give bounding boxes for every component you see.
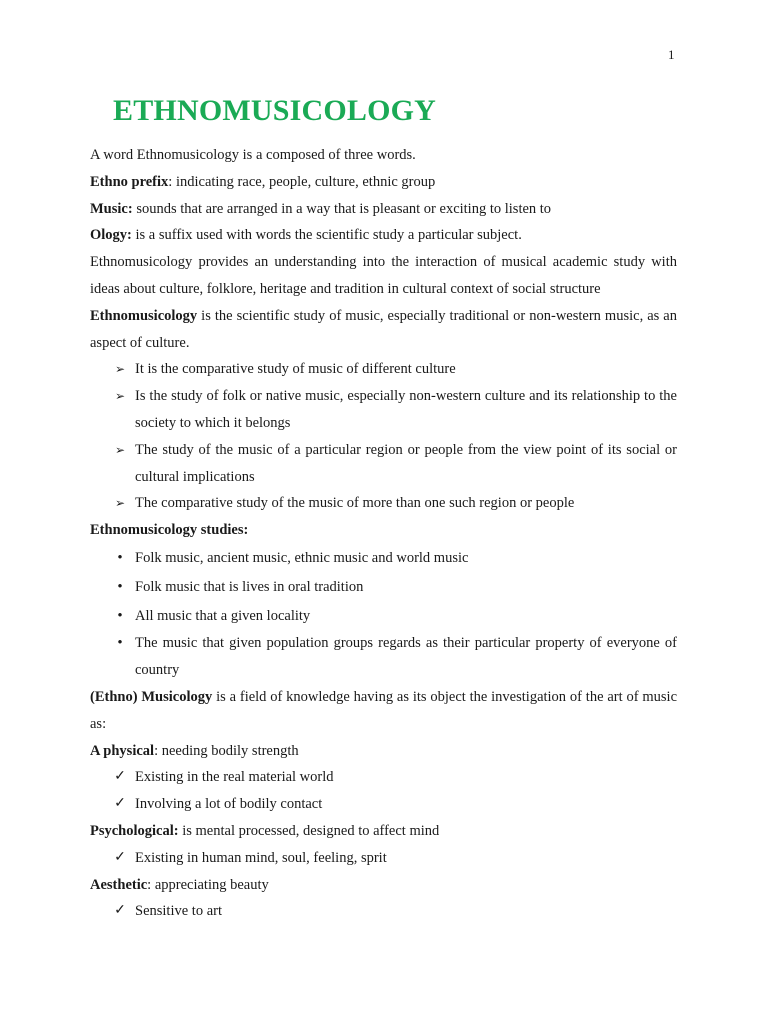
list-item-text: Existing in human mind, soul, feeling, sprit: [135, 849, 387, 866]
psychological-term: Psychological:: [90, 822, 179, 839]
studies-heading: [90, 517, 677, 544]
list-item-text: Sensitive to art: [135, 903, 222, 920]
list-item-text: The music that given population groups regards as their particular property of everyone of country: [135, 635, 677, 679]
bullet-icon: •: [117, 635, 123, 652]
physical-heading: [90, 738, 677, 765]
list-item-text: Is the study of folk or native music, especially non-western culture and its relationship to the society to which it belongs: [135, 388, 677, 431]
aesthetic-heading: [90, 872, 677, 899]
ethno-definition: [90, 169, 677, 196]
ology-term: Ology:: [90, 227, 132, 244]
physical-term: A physical: [90, 742, 155, 759]
document-body: [90, 142, 677, 925]
ethno-text: : indicating race, people, culture, ethnic group: [168, 173, 436, 190]
list-item-text: It is the comparative study of music of different culture: [135, 361, 456, 378]
ethnomusicology-definition: [90, 303, 677, 357]
arrow-bullet-icon: ➢: [114, 362, 126, 377]
check-icon: ✓: [114, 796, 126, 812]
intro-paragraph: A word Ethnomusicology is a composed of three words.: [90, 147, 416, 163]
psychological-text: is mental processed, designed to affect mind: [178, 822, 440, 839]
check-icon: ✓: [114, 849, 126, 865]
list-item-text: The comparative study of the music of more than one such region or people: [135, 495, 575, 512]
studies-list: [90, 544, 677, 684]
arrow-bullet-icon: ➢: [114, 496, 126, 511]
list-item: [90, 573, 677, 602]
list-item: [90, 845, 677, 872]
list-item-text: Existing in the real material world: [135, 769, 334, 786]
ology-text: is a suffix used with words the scientific study a particular subject.: [131, 227, 522, 244]
psychological-heading: [90, 818, 677, 845]
list-item: [90, 764, 677, 791]
list-item-text: Involving a lot of bodily contact: [135, 796, 323, 813]
bullet-icon: •: [117, 607, 123, 624]
field-paragraph: [90, 684, 677, 738]
studies-heading-text: Ethnomusicology studies:: [90, 522, 249, 539]
music-definition: [90, 196, 677, 223]
list-item: [90, 898, 677, 925]
definition-text: is the scientific study of music, especially traditional or non-western music, as an aspect of culture.: [90, 307, 677, 351]
physical-text: : needing bodily strength: [154, 742, 299, 759]
list-item: [90, 437, 677, 491]
arrow-list: [90, 356, 677, 517]
aesthetic-list: [90, 898, 677, 925]
field-term: (Ethno) Musicology: [90, 688, 213, 705]
list-item: [90, 602, 677, 631]
field-text: is a field of knowledge having as its object the investigation of the art of music as:: [90, 688, 678, 732]
list-item: [90, 490, 677, 517]
list-item-text: Folk music, ancient music, ethnic music and world music: [135, 549, 469, 566]
aesthetic-term: Aesthetic: [90, 876, 148, 893]
music-term: Music:: [90, 200, 133, 217]
check-icon: ✓: [114, 903, 126, 919]
page-number: 1: [668, 47, 675, 62]
list-item-text: All music that a given locality: [135, 607, 311, 624]
music-text: sounds that are arranged in a way that is pleasant or exciting to listen to: [132, 200, 552, 217]
ethno-term: Ethno prefix: [90, 173, 169, 190]
psychological-list: [90, 845, 677, 872]
list-item: [90, 544, 677, 573]
bullet-icon: •: [117, 549, 123, 566]
physical-list: [90, 764, 677, 818]
definition-term: Ethnomusicology: [90, 307, 198, 324]
list-item-text: The study of the music of a particular region or people from the view point of its social or cultural implications: [135, 441, 677, 485]
bullet-icon: •: [117, 578, 123, 595]
list-item: [90, 791, 677, 818]
list-item: [90, 630, 677, 684]
list-item-text: Folk music that is lives in oral tradition: [135, 578, 364, 595]
arrow-bullet-icon: ➢: [114, 442, 126, 457]
ology-definition: [90, 222, 677, 249]
list-item: [90, 356, 677, 383]
overview-paragraph: Ethnomusicology provides an understanding into the interaction of musical academic study with ideas about culture, folklore, heritage and tradition in cultural context of social structure: [90, 254, 677, 297]
aesthetic-text: : appreciating beauty: [147, 876, 269, 893]
arrow-bullet-icon: ➢: [114, 389, 126, 404]
check-icon: ✓: [114, 769, 126, 785]
document-title: ETHNOMUSICOLOGY: [113, 94, 437, 127]
list-item: [90, 383, 677, 437]
